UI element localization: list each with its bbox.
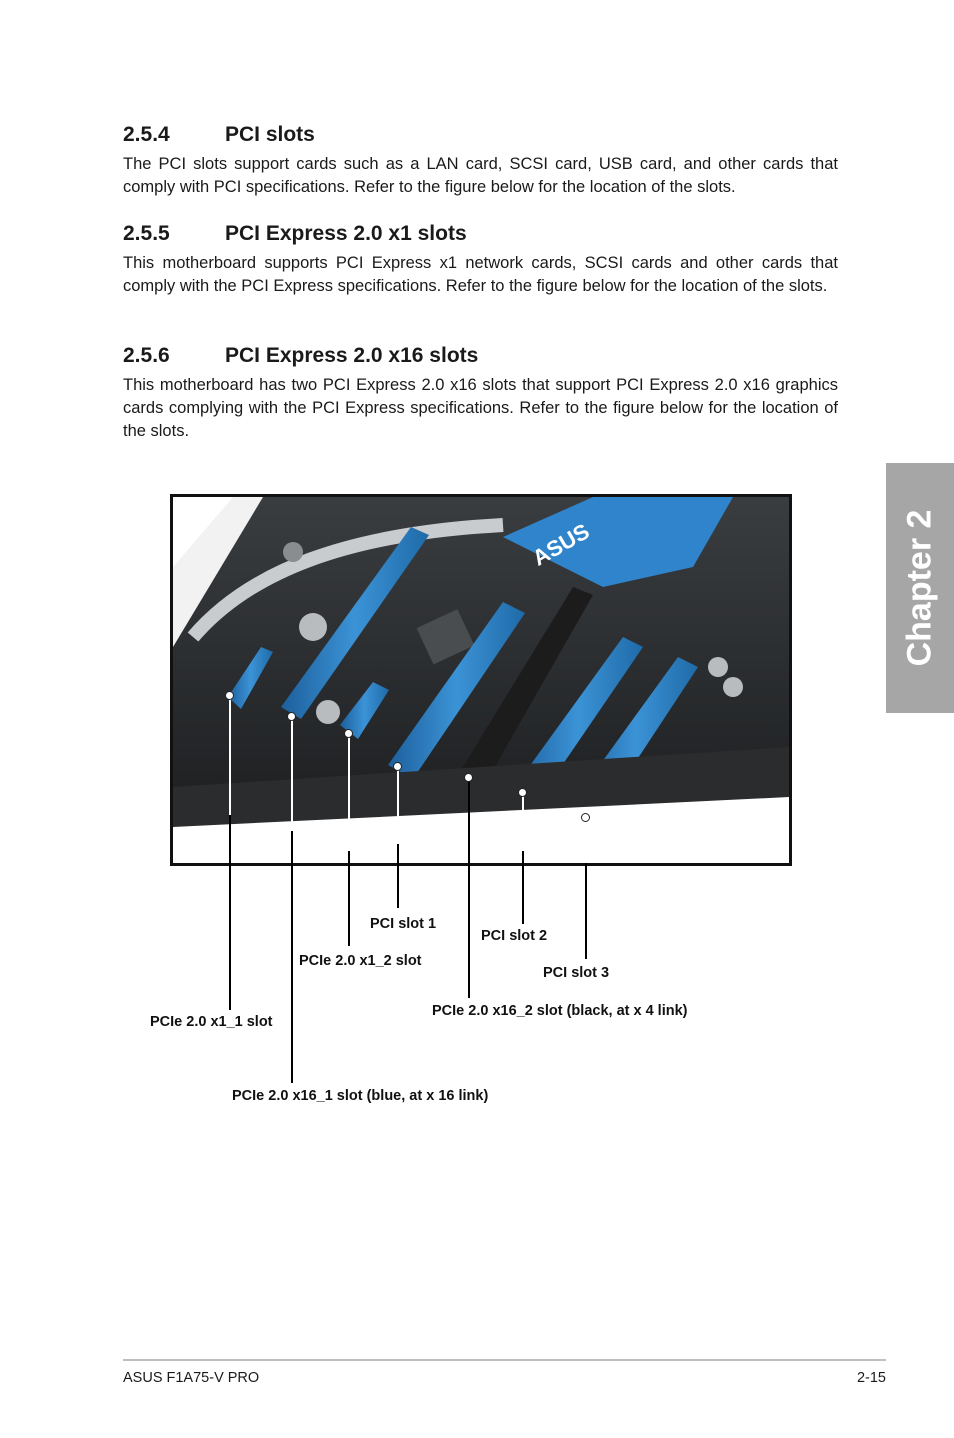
capacitor — [316, 700, 340, 724]
capacitor — [283, 542, 303, 562]
section-title: PCI Express 2.0 x1 slots — [225, 222, 467, 245]
leader-line — [348, 851, 350, 946]
callout-dot — [344, 729, 353, 738]
footer-page-number: 2-15 — [856, 1370, 886, 1386]
callout-pcie-x16-2: PCIe 2.0 x16_2 slot (black, at x 4 link) — [432, 1003, 688, 1019]
chapter-tab-label: Chapter 2 — [900, 509, 939, 667]
section-heading — [123, 123, 838, 147]
footer-rule — [123, 1359, 886, 1361]
callout-dot — [518, 788, 527, 797]
callout-dot — [393, 762, 402, 771]
callout-pcie-x16-1: PCIe 2.0 x16_1 slot (blue, at x 16 link) — [232, 1088, 489, 1104]
callout-dot — [225, 691, 234, 700]
capacitor — [723, 677, 743, 697]
section-body: This motherboard has two PCI Express 2.0 x16 slots that support PCI Express 2.0 x16 graphics cards complying with the PCI Express specifications. Refer to the figure below for the location of the slots. — [123, 376, 838, 440]
callout-dot — [581, 813, 590, 822]
section-number: 2.5.6 — [123, 344, 170, 367]
section-heading — [123, 222, 838, 246]
capacitor — [299, 613, 327, 641]
leader-line — [397, 766, 399, 844]
footer-product-name: ASUS F1A75-V PRO — [123, 1370, 260, 1386]
section-heading — [123, 344, 838, 368]
section-number: 2.5.5 — [123, 222, 170, 245]
leader-line — [291, 716, 293, 831]
leader-line — [585, 863, 587, 959]
section-number: 2.5.4 — [123, 123, 170, 146]
leader-line — [348, 733, 350, 851]
chapter-tab — [886, 463, 954, 713]
leader-line — [468, 777, 470, 998]
leader-line — [291, 831, 293, 1083]
callout-pci-slot-2: PCI slot 2 — [481, 928, 548, 944]
callout-dot — [464, 773, 473, 782]
leader-line — [522, 851, 524, 924]
board-marking: ASUS — [528, 518, 594, 571]
callout-pcie-x1-2: PCIe 2.0 x1_2 slot — [299, 953, 422, 969]
section-body: This motherboard supports PCI Express x1 network cards, SCSI cards and other cards that comply with the PCI Express specifications. Refer to the figure below for the location of the slots. — [123, 254, 838, 295]
leader-line — [229, 815, 231, 1010]
section-body: The PCI slots support cards such as a LAN card, SCSI card, USB card, and other cards that comply with PCI specifications. Refer to the figure below for the location of the slots. — [123, 155, 838, 196]
section-title: PCI Express 2.0 x16 slots — [225, 344, 479, 367]
leader-line — [397, 844, 399, 908]
section-pcie-x1-slots — [123, 222, 838, 298]
section-title: PCI slots — [225, 123, 315, 146]
motherboard-figure — [170, 494, 792, 866]
callout-pcie-x1-1: PCIe 2.0 x1_1 slot — [150, 1014, 273, 1030]
leader-line — [229, 695, 231, 815]
callout-pci-slot-1: PCI slot 1 — [370, 916, 437, 932]
callout-dot — [287, 712, 296, 721]
section-pcie-x16-slots — [123, 344, 838, 443]
motherboard-illustration — [173, 497, 789, 863]
leader-line — [585, 817, 587, 863]
capacitor — [708, 657, 728, 677]
callout-pci-slot-3: PCI slot 3 — [543, 965, 610, 981]
section-pci-slots — [123, 123, 838, 199]
leader-line — [522, 792, 524, 851]
